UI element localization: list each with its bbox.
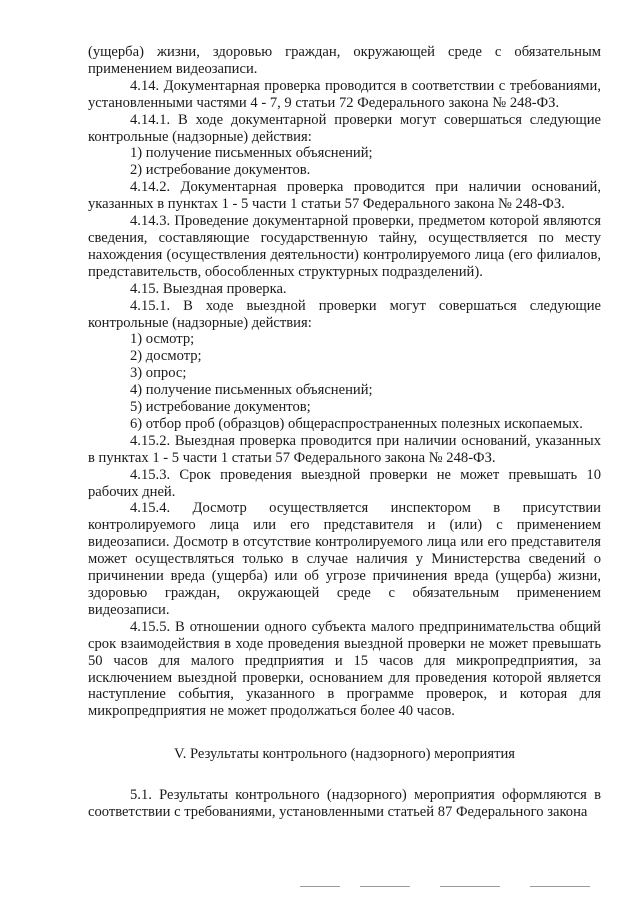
- list-item: 5) истребование документов;: [130, 399, 311, 416]
- list-item: 1) получение письменных объяснений;: [130, 145, 373, 162]
- section-heading: V. Результаты контрольного (надзорного) мероприятия: [174, 746, 515, 763]
- paragraph-4-15-1: 4.15.1. В ходе выездной проверки могут совершаться следующие контрольные (надзорные) действия:: [88, 297, 601, 331]
- paragraph-4-14-2: 4.14.2. Документарная проверка проводится при наличии оснований, указанных в пунктах 1 - 5 части 1 статьи 57 Федерального закона № 248-ФЗ.: [88, 179, 601, 213]
- list-item: 4) получение письменных объяснений;: [130, 382, 373, 399]
- paragraph-4-15: 4.15. Выездная проверка.: [130, 280, 287, 297]
- paragraph-4-14: 4.14. Документарная проверка проводится в соответствии с требованиями, установленными частями 4 - 7, 9 статьи 72 Федерального закона № 248-ФЗ.: [88, 77, 601, 111]
- paragraph-4-15-4: 4.15.4. Досмотр осуществляется инспектором в присутствии контролируемого лица или его представителя и (или) с применением видеозаписи. Досмотр в отсутствие контролируемого лица или его представителя может осуществляться только в случае наличия у Министерства сведений о причинении вреда (ущерба) или об угрозе причинения вреда (ущерба) жизни, здоровью граждан, окружающей среде с обязательным применением видеозаписи.: [88, 500, 601, 618]
- list-item: 1) осмотр;: [130, 331, 195, 348]
- paragraph-4-14-3: 4.14.3. Проведение документарной проверки, предметом которой являются сведения, составляющие государственную тайну, осуществляется по месту нахождения (осуществления деятельности) контролируемого лица (его филиалов, представительств, обособленных структурных подразделений).: [88, 213, 601, 280]
- paragraph-4-15-3: 4.15.3. Срок проведения выездной проверки не может превышать 10 рабочих дней.: [88, 466, 601, 500]
- list-item: 3) опрос;: [130, 365, 187, 382]
- document-body: [88, 44, 601, 821]
- paragraph-4-15-2: 4.15.2. Выездная проверка проводится при наличии оснований, указанных в пунктах 1 - 5 части 1 статьи 57 Федерального закона № 248-ФЗ.: [88, 432, 601, 466]
- paragraph-continuation: (ущерба) жизни, здоровью граждан, окружающей среде с обязательным применением видеозаписи.: [88, 44, 601, 77]
- paragraph-4-14-1: 4.14.1. В ходе документарной проверки могут совершаться следующие контрольные (надзорные) действия:: [88, 111, 601, 145]
- list-item: 2) досмотр;: [130, 348, 202, 365]
- scan-artifact-lines: [300, 884, 600, 890]
- list-item: 6) отбор проб (образцов) общераспространенных полезных ископаемых.: [130, 415, 583, 432]
- paragraph-4-15-5: 4.15.5. В отношении одного субъекта малого предпринимательства общий срок взаимодействия в ходе проведения выездной проверки не может превышать 50 часов для малого предприятия и 15 часов для микропредприятия, за исключением выездной проверки, основанием для проведения которой является наступление события, указанного в программе проверок, и которая для микропредприятия не может продолжаться более 40 часов.: [88, 618, 601, 720]
- list-item: 2) истребование документов.: [130, 162, 311, 179]
- paragraph-5-1: 5.1. Результаты контрольного (надзорного) мероприятия оформляются в соответствии с требованиями, установленными статьей 87 Федерального закона: [88, 787, 601, 821]
